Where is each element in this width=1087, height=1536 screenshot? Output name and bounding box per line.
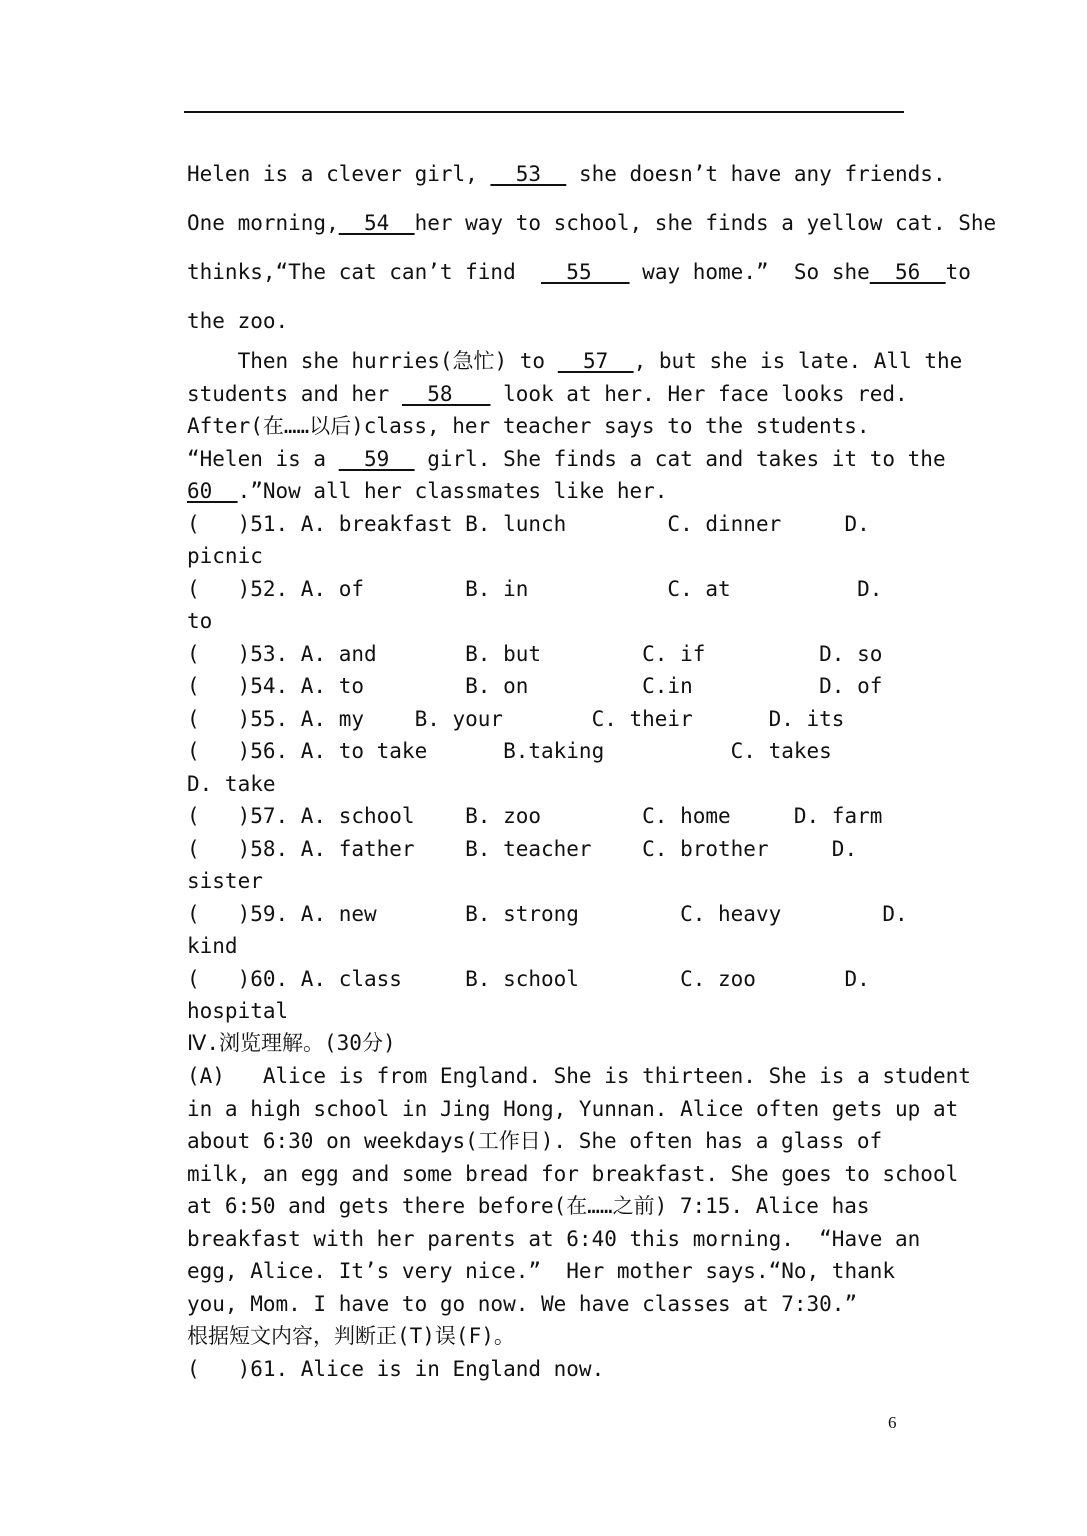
- passage-line-2: One morning, 54 her way to school, she finds a yellow cat. She: [187, 211, 997, 235]
- reading-a-line-3: about 6:30 on weekdays(工作日). She often has a glass of: [187, 1129, 883, 1153]
- passage-line-7: After(在……以后)class, her teacher says to the students.: [187, 414, 870, 438]
- reading-a-line-1: (A) Alice is from England. She is thirteen. She is a student: [187, 1064, 971, 1088]
- question-52: ( )52. A. of B. in C. at D.: [187, 577, 883, 601]
- section-heading: Ⅳ.浏览理解。(30分): [187, 1031, 396, 1055]
- question-59-wrap: kind: [187, 934, 238, 958]
- reading-a-line-2: in a high school in Jing Hong, Yunnan. Alice often gets up at: [187, 1097, 959, 1121]
- question-60-wrap: hospital: [187, 999, 289, 1023]
- question-52-wrap: to: [187, 609, 213, 633]
- blank-55: 55: [541, 260, 630, 284]
- question-56: ( )56. A. to take B.taking C. takes: [187, 739, 832, 763]
- blank-57: 57: [557, 349, 634, 373]
- question-51: ( )51. A. breakfast B. lunch C. dinner D.: [187, 512, 870, 536]
- page-number: 6: [888, 1413, 897, 1432]
- question-58-wrap: sister: [187, 869, 263, 893]
- blank-56: 56: [869, 260, 946, 284]
- question-59: ( )59. A. new B. strong C. heavy D.: [187, 902, 908, 926]
- passage-line-9: 60 .”Now all her classmates like her.: [187, 479, 668, 503]
- passage-line-3: thinks,“The cat can’t find 55 way home.” So she 56 to: [187, 260, 971, 284]
- blank-54: 54: [338, 211, 415, 235]
- question-60: ( )60. A. class B. school C. zoo D.: [187, 967, 870, 991]
- question-57: ( )57. A. school B. zoo C. home D. farm: [187, 804, 883, 828]
- blank-58: 58: [401, 382, 491, 406]
- blank-60: 60: [187, 479, 238, 503]
- reading-a-line-6: breakfast with her parents at 6:40 this morning. “Have an: [187, 1227, 921, 1251]
- passage-line-8: “Helen is a 59 girl. She finds a cat and takes it to the: [187, 447, 946, 471]
- reading-a-line-7: egg, Alice. It’s very nice.” Her mother says.“No, thank: [187, 1259, 896, 1283]
- passage-line-5: Then she hurries(急忙) to 57 , but she is late. All the: [187, 349, 963, 373]
- blank-53: 53: [490, 162, 567, 186]
- question-53: ( )53. A. and B. but C. if D. so: [187, 642, 883, 666]
- true-false-instruction: 根据短文内容，判断正(T)误(F)。: [187, 1324, 515, 1348]
- question-54: ( )54. A. to B. on C.in D. of: [187, 674, 883, 698]
- passage-line-6: students and her 58 look at her. Her face looks red.: [187, 382, 908, 406]
- passage-line-1: Helen is a clever girl, 53 she doesn’t have any friends.: [187, 162, 946, 186]
- blank-59: 59: [338, 447, 415, 471]
- question-56-wrap: D. take: [187, 772, 276, 796]
- question-58: ( )58. A. father B. teacher C. brother D.: [187, 837, 858, 861]
- question-51-wrap: picnic: [187, 544, 263, 568]
- question-61: ( )61. Alice is in England now.: [187, 1357, 605, 1381]
- reading-a-line-4: milk, an egg and some bread for breakfast. She goes to school: [187, 1162, 959, 1186]
- header-rule: [184, 111, 904, 113]
- question-55: ( )55. A. my B. your C. their D. its: [187, 707, 845, 731]
- reading-a-line-5: at 6:50 and gets there before(在……之前) 7:15. Alice has: [187, 1194, 870, 1218]
- passage-line-4: the zoo.: [187, 309, 289, 333]
- reading-a-line-8: you, Mom. I have to go now. We have classes at 7:30.”: [187, 1292, 858, 1316]
